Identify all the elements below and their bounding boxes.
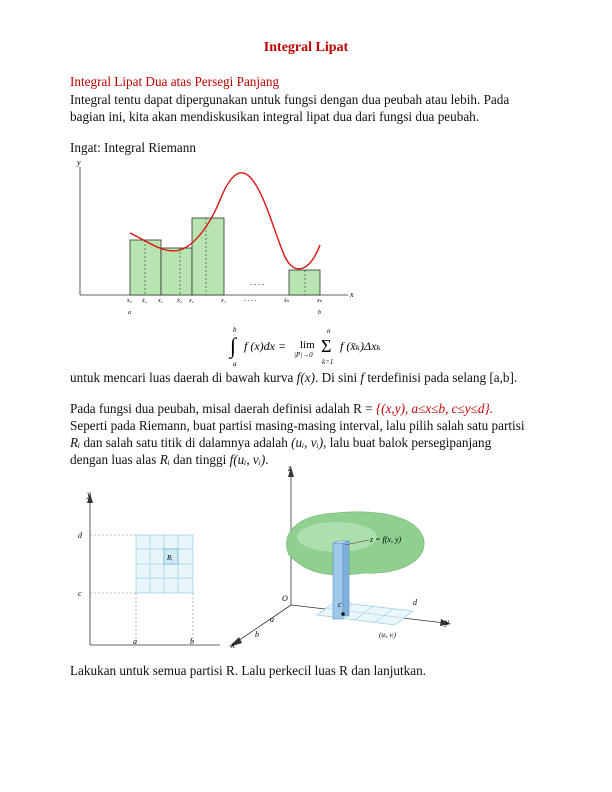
tick-x1: x₁ bbox=[158, 298, 163, 304]
prism-side bbox=[343, 541, 349, 616]
formula-lhs: f (x)dx = bbox=[244, 339, 287, 353]
after-formula-text bbox=[70, 370, 517, 386]
d-label: d bbox=[413, 598, 417, 607]
formula-lim: lim bbox=[300, 339, 315, 351]
two-var-l3-mid: dan salah satu titik di dalamnya adalah bbox=[80, 435, 292, 450]
int-upper: b bbox=[233, 326, 237, 334]
sum-lower: k=1 bbox=[322, 358, 334, 366]
page-title: Integral Lipat bbox=[263, 40, 349, 55]
after-formula-post: terdefinisi pada selang [a,b]. bbox=[364, 370, 518, 385]
b-label: b bbox=[255, 630, 259, 639]
formula-lim-sub: |P|→0 bbox=[294, 351, 313, 359]
cell-Ri-label: Rᵢ bbox=[167, 554, 173, 562]
riemann-bar-2 bbox=[161, 248, 192, 295]
two-var-line-2: Seperti pada Riemann, buat partisi masing-masing interval, lalu pilih salah satu partisi bbox=[70, 418, 525, 433]
tick-xbar2: x̄₂ bbox=[177, 298, 182, 304]
two-var-l4-pre: dengan luas alas bbox=[70, 452, 160, 467]
two-var-l4-mid: dan tinggi bbox=[169, 452, 230, 467]
tick-xbar1: x̄₁ bbox=[142, 298, 147, 304]
z-label: z bbox=[288, 465, 292, 473]
after-formula-fx: f(x) bbox=[296, 370, 315, 385]
two-var-line-1 bbox=[70, 401, 493, 417]
remember-label: Ingat: Integral Riemann bbox=[70, 140, 196, 155]
two-var-l4-ri: Rᵢ bbox=[159, 452, 170, 467]
section-heading: Integral Lipat Dua atas Persegi Panjang bbox=[70, 74, 280, 89]
riemann-bar-1 bbox=[130, 240, 161, 295]
x-label: x bbox=[231, 640, 235, 650]
c-label: c bbox=[338, 600, 342, 609]
intro-line-1: Integral tentu dapat dipergunakan untuk fungsi dengan dua peubah atau lebih. Pada bbox=[70, 92, 510, 107]
tick-xbarn: x̄ₙ bbox=[284, 298, 290, 304]
a-label: a bbox=[270, 615, 274, 624]
closing-line: Lakukan untuk semua partisi R. Lalu perkecil luas R dan lanjutkan. bbox=[70, 663, 426, 678]
point-label: (uᵢ, vᵢ) bbox=[379, 631, 396, 639]
tick-a: a bbox=[128, 310, 131, 316]
grid-b-label: b bbox=[190, 637, 194, 646]
riemann-dots-axis: . . . . bbox=[244, 295, 257, 303]
grid-a-label: a bbox=[133, 637, 137, 646]
origin-label: O bbox=[282, 594, 288, 603]
two-var-line-3 bbox=[70, 435, 491, 451]
two-var-l1-pre: Pada fungsi dua peubah, misal daerah definisi adalah R = bbox=[70, 401, 376, 416]
grid-d-label: d bbox=[78, 531, 82, 540]
riemann-x-label: x bbox=[350, 290, 354, 299]
tick-x0: x₀ bbox=[127, 298, 132, 304]
riemann-dots-top: . . . . bbox=[250, 278, 264, 287]
surface-label: z = f(x, y) bbox=[370, 535, 402, 544]
surface-figure bbox=[225, 465, 460, 655]
sum-sign: Σ bbox=[321, 336, 332, 356]
y-label: y bbox=[445, 617, 449, 627]
region-R-base bbox=[317, 602, 413, 625]
intro-line-2: bagian ini, kita akan mendiskusikan integral lipat dua dari fungsi dua peubah. bbox=[70, 109, 480, 124]
tick-x2: x₂ bbox=[189, 298, 194, 304]
riemann-bar-3 bbox=[192, 218, 224, 295]
riemann-figure bbox=[70, 155, 370, 320]
sum-upper: n bbox=[327, 327, 331, 335]
point-ui-vi bbox=[341, 612, 345, 616]
grid-y-label: y bbox=[87, 489, 91, 499]
riemann-bar-n bbox=[289, 270, 320, 295]
formula-rhs: f (x̄ₖ)Δxₖ bbox=[340, 339, 381, 353]
x-axis bbox=[235, 605, 291, 643]
integral-sign: ∫ bbox=[230, 333, 237, 358]
tick-x3: x₃ bbox=[221, 298, 226, 304]
riemann-formula bbox=[228, 324, 428, 370]
after-formula-mid: . Di sini bbox=[314, 370, 361, 385]
two-var-l3-pt: (uᵢ, vᵢ) bbox=[291, 435, 324, 450]
int-lower: a bbox=[233, 360, 237, 368]
partition-grid-figure bbox=[70, 485, 220, 650]
tick-xn: xₙ bbox=[317, 298, 323, 304]
two-var-l3-post: , lalu buat balok persegipanjang bbox=[323, 435, 492, 450]
riemann-y-label: y bbox=[77, 158, 81, 167]
grid-c-label: c bbox=[78, 589, 82, 598]
after-formula-f: f bbox=[360, 370, 365, 385]
tick-b: b bbox=[318, 310, 321, 316]
two-var-l1-set: {(x,y), a≤x≤b, c≤y≤d}. bbox=[375, 401, 494, 416]
two-var-l4-post: . bbox=[265, 452, 269, 467]
after-formula-pre: untuk mencari luas daerah di bawah kurva bbox=[70, 370, 297, 385]
two-var-l4-f: f(uᵢ, vᵢ) bbox=[229, 452, 266, 467]
two-var-l3-ri: Rᵢ bbox=[70, 435, 81, 450]
